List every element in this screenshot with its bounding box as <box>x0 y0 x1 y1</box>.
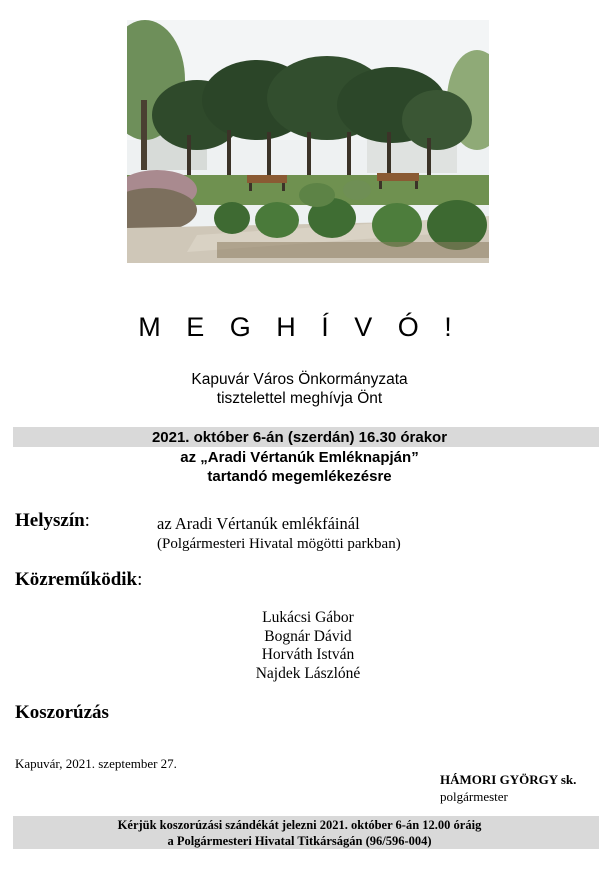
invitation-title: M E G H Í V Ó ! <box>138 312 461 342</box>
contributors-label: Közreműködik: <box>15 569 143 590</box>
signature-block <box>440 771 576 805</box>
contributors-label-text: Közreműködik <box>15 569 138 590</box>
park-photo-illustration <box>127 20 489 263</box>
contributor-name: Horváth István <box>261 646 355 663</box>
event-datetime: 2021. október 6-án (szerdán) 16.30 órakor <box>151 429 448 446</box>
footer-note <box>0 817 599 849</box>
issue-date: Kapuvár, 2021. szeptember 27. <box>15 756 177 771</box>
contributor-name: Najdek Lászlóné <box>255 664 361 682</box>
signer-role: polgármester <box>440 789 508 804</box>
park-photo <box>127 20 489 263</box>
wreath-label: Koszorúzás <box>15 702 109 723</box>
location-details <box>157 514 401 554</box>
contributor-name: Bognár Dávid <box>264 627 352 645</box>
intro-line-2: tisztelettel meghívja Önt <box>216 390 383 407</box>
intro-text <box>0 370 599 408</box>
location-line-2: (Polgármesteri Hivatal mögötti parkban) <box>157 536 401 552</box>
intro-line-1: Kapuvár Város Önkormányzata <box>191 371 408 388</box>
location-label: Helyszín: <box>15 510 90 531</box>
signer-name: HÁMORI GYÖRGY sk. <box>440 772 577 787</box>
event-details <box>0 428 599 487</box>
location-label-text: Helyszín <box>15 510 85 531</box>
footer-line-1: Kérjük koszorúzási szándékát jelezni 2021. október 6-án 12.00 óráig <box>117 818 482 832</box>
event-name: az „Aradi Vértanúk Emléknapján” <box>180 448 419 466</box>
event-purpose: tartandó megemlékezésre <box>207 468 392 485</box>
footer-line-2: a Polgármesteri Hivatal Titkárságán (96/596-004) <box>167 834 432 848</box>
contributor-name: Lukácsi Gábor <box>262 609 354 626</box>
contributors-list <box>0 609 599 683</box>
location-line-1: az Aradi Vértanúk emlékfáinál <box>157 514 360 533</box>
